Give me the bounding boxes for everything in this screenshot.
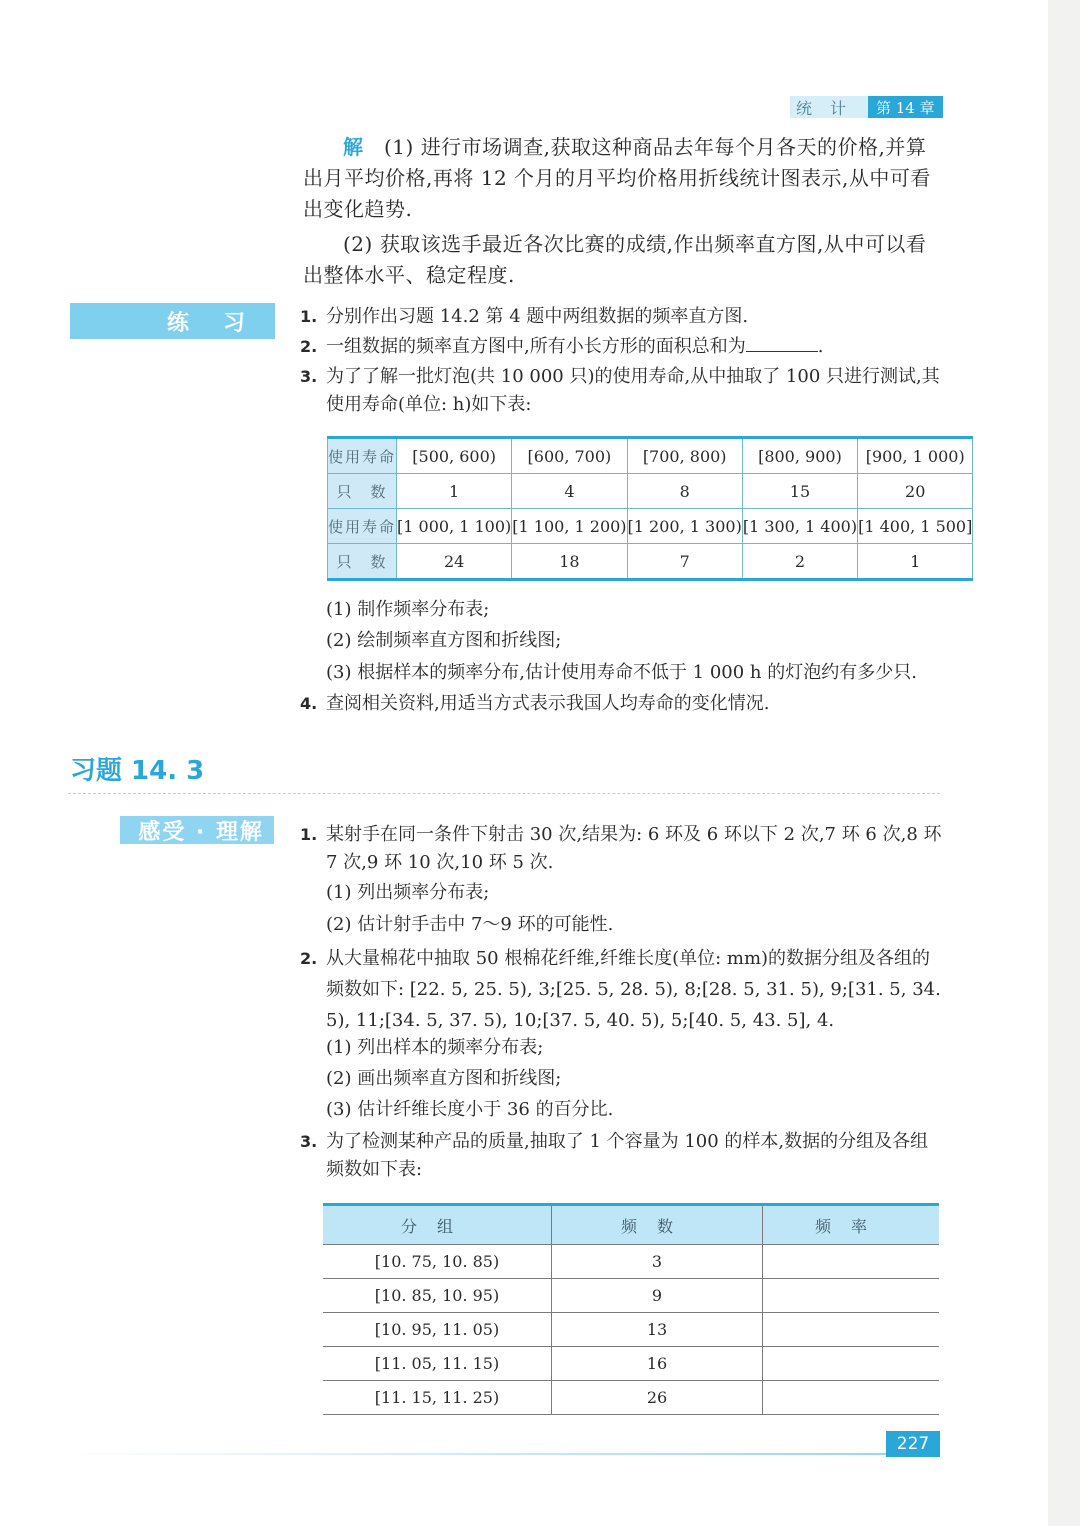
table-cell: [10. 95, 11. 05) xyxy=(323,1313,552,1347)
exercise-q2 xyxy=(300,943,945,1036)
exercise-title: 习题 14. 3 xyxy=(70,756,205,786)
lifespan-table xyxy=(327,436,973,581)
table-cell: 1 xyxy=(397,474,512,509)
table-row xyxy=(328,438,973,474)
practice-q2 xyxy=(300,333,945,361)
practice-q3-sub2: (2) 绘制频率直方图和折线图; xyxy=(326,630,562,651)
table-cell: [1 300, 1 400) xyxy=(742,509,857,544)
chapter-tag xyxy=(790,96,943,118)
table-cell: 4 xyxy=(512,474,627,509)
table-cell: 9 xyxy=(552,1279,763,1313)
exercise-q2-sub1: (1) 列出样本的频率分布表; xyxy=(326,1037,544,1058)
row-header: 只 数 xyxy=(328,544,397,580)
table-cell: 1 xyxy=(858,544,973,580)
table-cell: 15 xyxy=(742,474,857,509)
table-cell: 20 xyxy=(858,474,973,509)
column-header: 频数 xyxy=(552,1205,763,1245)
question-number: 3. xyxy=(300,1132,318,1151)
table-cell: [800, 900) xyxy=(742,438,857,474)
question-number: 4. xyxy=(300,694,318,713)
exercise-label: 感受 · 理解 xyxy=(120,816,274,844)
table-cell xyxy=(763,1245,940,1279)
table-row xyxy=(328,509,973,544)
table-row xyxy=(328,544,973,580)
table-row xyxy=(328,474,973,509)
table-cell: [1 200, 1 300) xyxy=(627,509,742,544)
table-cell: [500, 600) xyxy=(397,438,512,474)
table-cell: 26 xyxy=(552,1381,763,1415)
question-number: 1. xyxy=(300,825,318,844)
solution-paragraph-1 xyxy=(303,132,943,225)
row-header: 使用寿命 xyxy=(328,438,397,474)
solution-text-1: (1) 进行市场调查,获取这种商品去年每个月各天的价格,并算出月平均价格,再将 12 个月的月平均价格用折线统计图表示,从中可看出变化趋势. xyxy=(303,135,931,221)
table-cell xyxy=(763,1279,940,1313)
table-cell: 7 xyxy=(627,544,742,580)
question-text: 查阅相关资料,用适当方式表示我国人均寿命的变化情况. xyxy=(326,693,770,714)
table-cell: 24 xyxy=(397,544,512,580)
section-label: 统 计 xyxy=(790,96,868,118)
question-text: 为了检测某种产品的质量,抽取了 1 个容量为 100 的样本,数据的分组及各组频数如下表: xyxy=(326,1131,929,1180)
table-cell: [10. 85, 10. 95) xyxy=(323,1279,552,1313)
question-text: 为了了解一批灯泡(共 10 000 只)的使用寿命,从中抽取了 100 只进行测试,其使用寿命(单位: h)如下表: xyxy=(326,366,940,415)
table-cell xyxy=(763,1381,940,1415)
table-header-row xyxy=(323,1205,939,1245)
page-edge xyxy=(1048,0,1080,1526)
table-cell: [1 000, 1 100) xyxy=(397,509,512,544)
footer-rule xyxy=(68,1453,940,1455)
chapter-label: 第 14 章 xyxy=(868,96,943,118)
exercise-q1-sub2: (2) 估计射手击中 7～9 环的可能性. xyxy=(326,914,614,935)
section-divider xyxy=(68,793,940,794)
table-cell: 2 xyxy=(742,544,857,580)
table-cell: 18 xyxy=(512,544,627,580)
exercise-q2-sub3: (3) 估计纤维长度小于 36 的百分比. xyxy=(326,1099,614,1120)
practice-q3-sub3: (3) 根据样本的频率分布,估计使用寿命不低于 1 000 h 的灯泡约有多少只. xyxy=(326,662,917,683)
answer-blank xyxy=(746,333,818,352)
solution-mark: 解 xyxy=(343,135,364,159)
table-cell: 3 xyxy=(552,1245,763,1279)
practice-label: 练 习 xyxy=(70,303,275,339)
table-cell: [1 100, 1 200) xyxy=(512,509,627,544)
table-row xyxy=(323,1313,939,1347)
practice-q3 xyxy=(300,363,945,419)
question-number: 3. xyxy=(300,367,318,386)
column-header: 分组 xyxy=(323,1205,552,1245)
table-cell: 8 xyxy=(627,474,742,509)
row-header: 使用寿命 xyxy=(328,509,397,544)
table-cell: [11. 15, 11. 25) xyxy=(323,1381,552,1415)
exercise-q1 xyxy=(300,821,945,877)
table-row xyxy=(323,1245,939,1279)
exercise-q1-sub1: (1) 列出频率分布表; xyxy=(326,882,490,903)
page-number: 227 xyxy=(886,1431,940,1457)
question-end: . xyxy=(817,336,824,357)
table-cell: [700, 800) xyxy=(627,438,742,474)
question-number: 2. xyxy=(300,337,318,356)
practice-q3-sub1: (1) 制作频率分布表; xyxy=(326,599,490,620)
question-text: 分别作出习题 14.2 第 4 题中两组数据的频率直方图. xyxy=(326,306,749,327)
table-cell xyxy=(763,1347,940,1381)
table-cell: [11. 05, 11. 15) xyxy=(323,1347,552,1381)
exercise-q2-sub2: (2) 画出频率直方图和折线图; xyxy=(326,1068,562,1089)
table-row xyxy=(323,1279,939,1313)
table-cell: [10. 75, 10. 85) xyxy=(323,1245,552,1279)
table-cell: [1 400, 1 500] xyxy=(858,509,973,544)
question-text: 某射手在同一条件下射击 30 次,结果为: 6 环及 6 环以下 2 次,7 环 6 次,8 环 7 次,9 环 10 次,10 环 5 次. xyxy=(326,824,942,873)
quality-table xyxy=(323,1203,939,1415)
question-text: 从大量棉花中抽取 50 根棉花纤维,纤维长度(单位: mm)的数据分组及各组的频数如下: [22. 5, 25. 5), 3;[25. 5, 28. 5), 8;[28. 5, 31. 5), 9;[31. 5, 34. 5), 11;[34. 5, 37. 5), 10;[37. 5, 40. 5), 5;[40. 5, 43. 5], 4. xyxy=(326,948,941,1031)
practice-q1 xyxy=(300,303,945,331)
table-cell: [600, 700) xyxy=(512,438,627,474)
question-number: 1. xyxy=(300,307,318,326)
exercise-q3 xyxy=(300,1128,945,1184)
solution-paragraph-2: (2) 获取该选手最近各次比赛的成绩,作出频率直方图,从中可以看出整体水平、稳定程度. xyxy=(303,232,927,287)
practice-q4 xyxy=(300,690,945,718)
column-header: 频率 xyxy=(763,1205,940,1245)
table-cell: 13 xyxy=(552,1313,763,1347)
table-row xyxy=(323,1381,939,1415)
table-cell: [900, 1 000) xyxy=(858,438,973,474)
table-row xyxy=(323,1347,939,1381)
table-cell: 16 xyxy=(552,1347,763,1381)
question-text: 一组数据的频率直方图中,所有小长方形的面积总和为 xyxy=(326,336,746,357)
question-number: 2. xyxy=(300,949,318,968)
row-header: 只 数 xyxy=(328,474,397,509)
table-cell xyxy=(763,1313,940,1347)
